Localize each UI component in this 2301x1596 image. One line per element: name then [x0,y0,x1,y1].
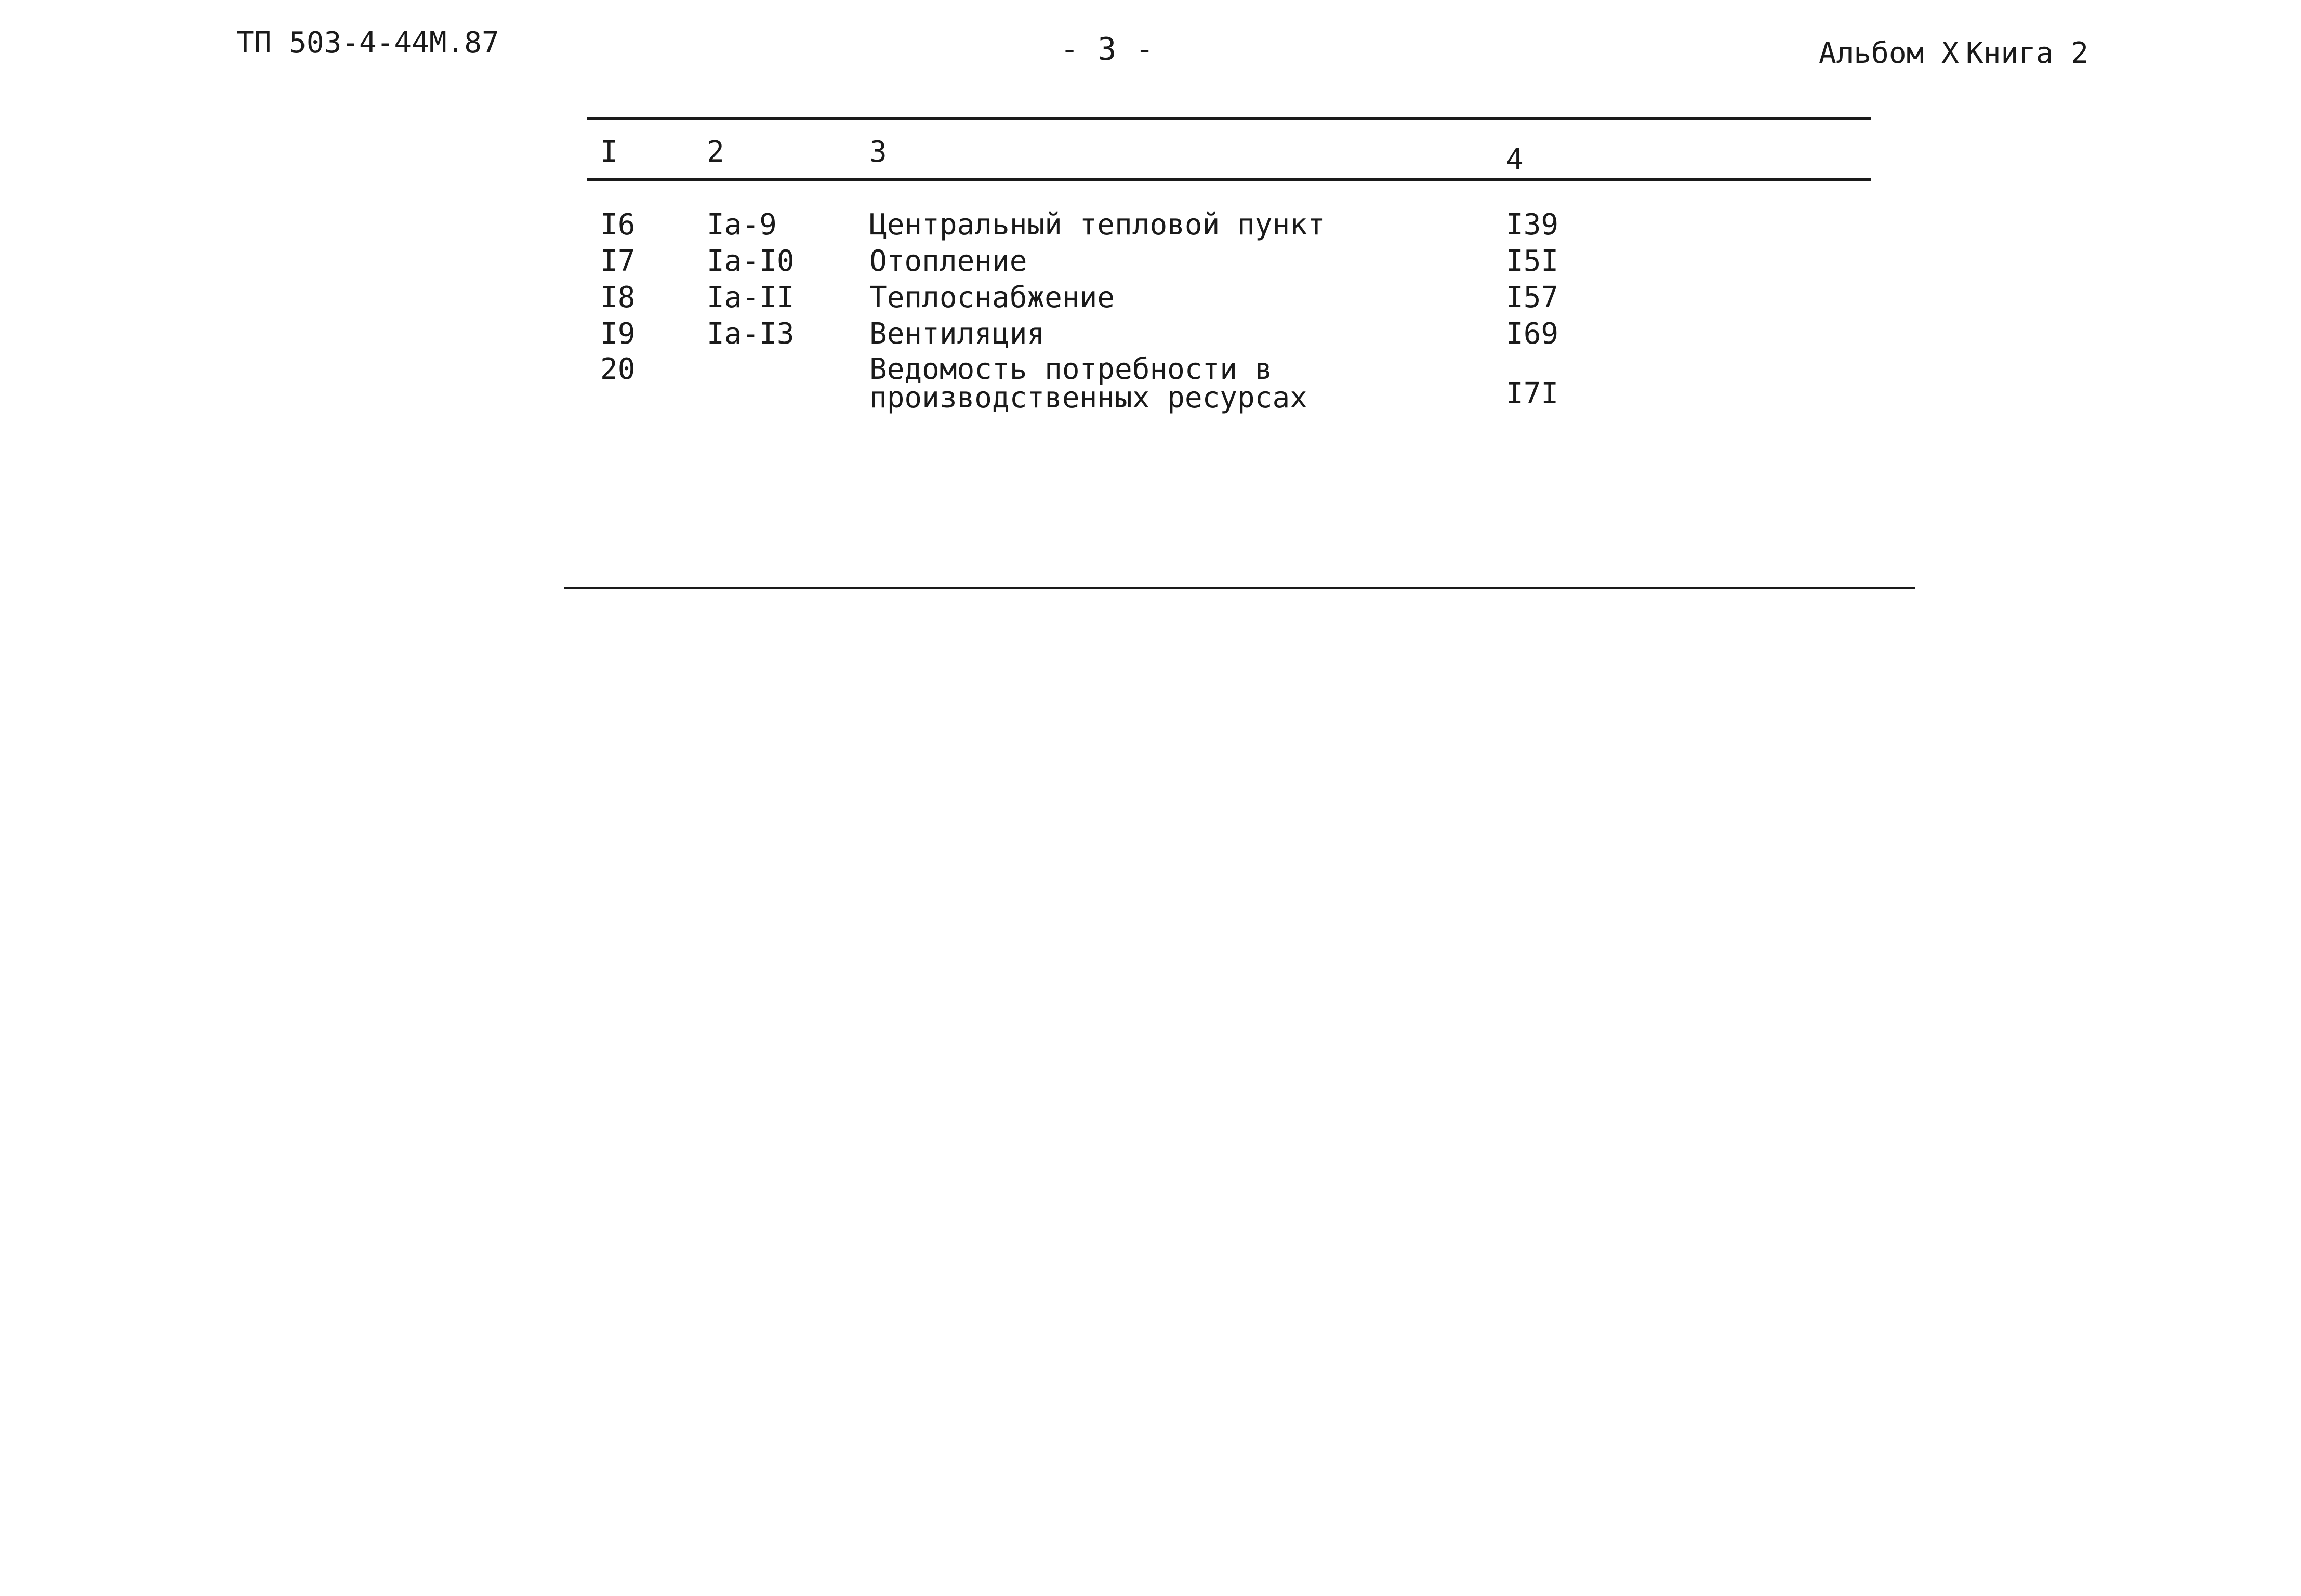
row-title-line-2: производственных ресурсах [869,381,1307,415]
row-page: I7I [1506,377,1559,411]
row-number: 20 [600,352,636,386]
row-title: Теплоснабжение [869,281,1115,314]
row-sheet: Ia-I0 [707,244,795,278]
table-bottom-rule [564,587,1915,589]
row-page: I57 [1506,281,1559,314]
book-label: Книга 2 [1966,36,2089,70]
row-title: Центральный тепловой пункт [869,208,1325,242]
row-page: I69 [1506,317,1559,351]
row-title: Отопление [869,244,1027,278]
page-number: - 3 - [1060,31,1154,68]
row-number: I8 [600,281,636,314]
row-number: I9 [600,317,636,351]
column-header-2: 2 [707,135,724,169]
column-header-4: 4 [1506,143,1524,177]
row-sheet: Ia-II [707,281,795,314]
row-number: I7 [600,244,636,278]
album-label: Альбом X [1819,36,1959,70]
row-title-line-1: Ведомость потребности в [869,352,1273,386]
row-page: I39 [1506,208,1559,242]
table-top-rule [587,117,1871,120]
table-header-rule [587,178,1871,181]
row-sheet: Ia-9 [707,208,777,242]
document-code: ТП 503-4-44М.87 [236,26,499,60]
column-header-1: I [600,135,618,169]
column-header-3: 3 [869,135,887,169]
row-title: Вентиляция [869,317,1045,351]
row-number: I6 [600,208,636,242]
row-page: I5I [1506,244,1559,278]
row-sheet: Ia-I3 [707,317,795,351]
